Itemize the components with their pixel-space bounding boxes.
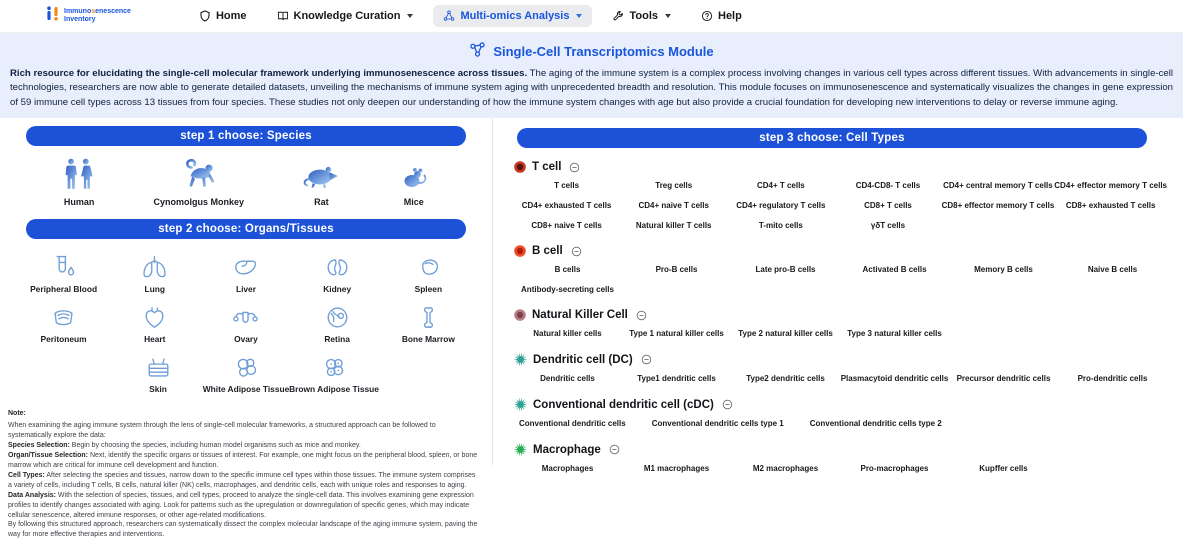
species-label: Mice — [403, 197, 424, 208]
brand-name: Immunosenescence — [64, 7, 131, 15]
blood-tube-icon — [50, 254, 77, 281]
step3-banner: step 3 choose: Cell Types — [517, 128, 1147, 148]
navbar — [0, 0, 1183, 33]
mouse-icon — [399, 162, 429, 190]
note-line: Species Selection: Begin by choosing the species, including human model organisms such as mice and monkey. — [8, 441, 361, 449]
ovary-icon — [232, 304, 259, 331]
note-line: When examining the aging immune system through the lens of single-cell molecular frameworks, a structured approach can be followed to systematically explore the data: — [8, 422, 436, 440]
organ-liver[interactable] — [202, 254, 290, 294]
chevron-down-icon — [576, 14, 582, 18]
b-cell-icon — [513, 244, 527, 258]
section-b-cell — [513, 244, 1167, 296]
organ-label: Liver — [235, 284, 256, 295]
shield-icon — [199, 10, 211, 22]
section-conventional-dendritic-cell-cdc — [513, 397, 1167, 430]
cell-type-cd8-naive-t-cells[interactable]: CD8+ naive T cells — [531, 221, 602, 231]
section-items — [513, 463, 1167, 475]
module-title — [10, 41, 1173, 61]
dendritic-cell-icon — [513, 352, 528, 367]
nav-item-help[interactable] — [691, 5, 752, 27]
cell-type-type1-dendritic-cells[interactable]: Type1 dendritic cells — [637, 374, 716, 384]
section-header — [513, 442, 1167, 457]
section-title: T cell — [532, 161, 562, 174]
cell-type-naive-b-cells[interactable]: Naive B cells — [1087, 265, 1138, 275]
spleen-icon — [415, 254, 442, 281]
cell-type-m2-macrophages[interactable]: M2 macrophages — [752, 464, 819, 474]
organ-peritoneum[interactable] — [20, 304, 108, 344]
cell-type-type2-dendritic-cells[interactable]: Type2 dendritic cells — [746, 374, 825, 384]
cell-type-natural-killer-t-cells[interactable]: Natural killer T cells — [635, 221, 712, 231]
organ-row — [0, 299, 492, 349]
cell-type-antibody-secreting-cells[interactable]: Antibody-secreting cells — [521, 285, 614, 295]
nav-item-label: Knowledge Curation — [293, 10, 401, 22]
organ-label: Spleen — [414, 284, 443, 295]
kidney-icon — [324, 254, 351, 281]
minus-circle-icon[interactable] — [641, 354, 652, 365]
retina-icon — [324, 304, 351, 331]
organ-label: Bone Marrow — [401, 334, 455, 345]
right-column — [493, 118, 1183, 474]
organs-grid — [0, 249, 492, 399]
species-row — [0, 146, 492, 209]
cell-type-type-1-natural-killer-cells[interactable]: Type 1 natural killer cells — [629, 329, 724, 339]
cell-type-memory-b-cells[interactable]: Memory B cells — [974, 265, 1033, 275]
section-items — [513, 373, 1167, 385]
note-section — [0, 399, 492, 540]
note-line: Organ/Tissue Selection: Next, identify the specific organs or tissues of interest. For example, one might focus on the peripheral blood, spleen, or bone marrow which are critical for immune cell development and function. — [8, 451, 478, 469]
organ-label: Peritoneum — [40, 334, 87, 345]
section-t-cell — [513, 160, 1167, 232]
section-header — [513, 352, 1167, 367]
left-column — [0, 118, 493, 539]
species-label: Rat — [314, 197, 329, 208]
cell-type-cd4-central-memory-t-cells[interactable]: CD4+ central memory T cells — [943, 181, 1053, 191]
organ-label: Retina — [324, 334, 350, 345]
organ-retina[interactable] — [293, 304, 381, 344]
nav-item-label: Tools — [629, 10, 658, 22]
step2-banner: step 2 choose: Organs/Tissues — [26, 219, 466, 239]
module-description-lead: Rich resource for elucidating the single-cell molecular framework underlying immunosenescence across tissues. — [10, 68, 528, 79]
human-icon — [63, 158, 95, 190]
section-title: Conventional dendritic cell (cDC) — [533, 398, 714, 411]
cell-type-cd4-t-cells[interactable]: CD4+ T cells — [756, 181, 805, 191]
white-adipose-icon — [233, 354, 260, 381]
organ-peripheral-blood[interactable] — [20, 254, 108, 294]
module-description-body: The aging of the immune system is a complex process involving changes in various cell types across different tissues. With advancements in single-cell technologies, researchers are now able to generate detailed datasets, unveiling the mechanisms of immune system aging with unprecedented breadth and resolution. This module focuses on immunosenescence and systematically visualizes the changes in gene expression of 59 immune cell types across 13 tissues from four species. These studies not only deepen our understanding of how the immune system changes with age but also provide a crucial foundation for developing new interventions to delay or reverse immune aging. — [10, 68, 1173, 108]
brand-logo[interactable] — [46, 6, 131, 26]
organ-bone-marrow[interactable] — [384, 304, 472, 344]
organ-label: White Adipose Tissue — [202, 384, 290, 395]
organ-skin[interactable] — [114, 354, 202, 394]
cell-type-type-2-natural-killer-cells[interactable]: Type 2 natural killer cells — [738, 329, 833, 339]
species-cynomolgus-monkey[interactable] — [154, 158, 245, 207]
species-human[interactable] — [63, 158, 95, 207]
monkey-icon — [181, 158, 217, 190]
note-line-label: Cell Types: — [8, 471, 45, 479]
species-label: Cynomolgus Monkey — [153, 197, 245, 208]
cell-type-t-cells[interactable]: T cells — [554, 181, 580, 191]
organ-row — [0, 249, 492, 299]
bone-marrow-icon — [415, 304, 442, 331]
brand-subname: Inventory — [64, 16, 96, 23]
cell-type-cd4-regulatory-t-cells[interactable]: CD4+ regulatory T cells — [736, 201, 826, 211]
cell-type-cd8-exhausted-t-cells[interactable]: CD8+ exhausted T cells — [1065, 201, 1156, 211]
rat-icon — [302, 162, 340, 190]
section-title: Natural Killer Cell — [532, 309, 628, 322]
section-header — [513, 397, 1167, 412]
main-content — [0, 118, 1183, 539]
module-description — [10, 67, 1173, 110]
organ-label: Brown Adipose Tissue — [289, 384, 379, 395]
nav-item-knowledge-curation[interactable] — [267, 5, 424, 27]
liver-icon — [232, 254, 259, 281]
organ-brown-adipose-tissue[interactable] — [290, 354, 378, 394]
note-line-label: Organ/Tissue Selection: — [8, 451, 89, 459]
cell-type-cd8-effector-memory-t-cells[interactable]: CD8+ effector memory T cells — [941, 201, 1055, 211]
nav-item-label: Multi-omics Analysis — [460, 10, 570, 22]
cell-type-plasmacytoid-dendritic-cells[interactable]: Plasmacytoid dendritic cells — [840, 374, 949, 384]
network-icon — [443, 10, 455, 22]
lung-icon — [141, 254, 168, 281]
nav-item-tools[interactable] — [602, 5, 681, 27]
minus-circle-icon[interactable] — [636, 310, 647, 321]
species-rat[interactable] — [302, 162, 340, 207]
cell-type-kupffer-cells[interactable]: Kupffer cells — [979, 464, 1028, 474]
chevron-down-icon — [407, 14, 413, 18]
cell-type-pro-dendritic-cells[interactable]: Pro-dendritic cells — [1077, 374, 1148, 384]
t-cell-icon — [513, 160, 527, 174]
cell-type-natural-killer-cells[interactable]: Natural killer cells — [533, 329, 602, 339]
nk-cell-icon — [513, 308, 527, 322]
skin-icon — [145, 354, 172, 381]
cell-type-cd4-naive-t-cells[interactable]: CD4+ naive T cells — [638, 201, 709, 211]
minus-circle-icon[interactable] — [722, 399, 733, 410]
macrophage-icon — [513, 442, 528, 457]
organ-heart[interactable] — [111, 304, 199, 344]
cdc-cell-icon — [513, 397, 528, 412]
organ-lung[interactable] — [111, 254, 199, 294]
cell-type-cd4-cd8-t-cells[interactable]: CD4-CD8- T cells — [855, 181, 921, 191]
nav-item-multi-omics-analysis[interactable] — [433, 5, 592, 27]
section-items — [513, 264, 1167, 296]
species-label: Human — [63, 197, 95, 208]
cell-type-treg-cells[interactable]: Treg cells — [655, 181, 693, 191]
organ-label: Heart — [144, 334, 166, 345]
module-title-text: Single-Cell Transcriptomics Module — [493, 43, 714, 59]
minus-circle-icon[interactable] — [609, 444, 620, 455]
cell-type-pro-macrophages[interactable]: Pro-macrophages — [860, 464, 929, 474]
note-lines — [8, 421, 480, 540]
main-nav — [189, 5, 752, 27]
section-macrophage — [513, 442, 1167, 475]
note-heading: Note: — [8, 410, 26, 418]
cell-type-conventional-dendritic-cells[interactable]: Conventional dendritic cells — [519, 419, 626, 429]
organ-ovary[interactable] — [202, 304, 290, 344]
brand-bars-icon — [46, 6, 59, 26]
organ-label: Skin — [149, 384, 167, 395]
book-icon — [277, 10, 289, 22]
section-dendritic-cell-dc — [513, 352, 1167, 385]
section-items — [513, 328, 1167, 340]
organ-label: Lung — [144, 284, 166, 295]
section-title: B cell — [532, 245, 563, 258]
cell-type-cd8-t-cells[interactable]: CD8+ T cells — [864, 201, 912, 211]
species-mice[interactable] — [399, 162, 429, 207]
cell-type-cd4-effector-memory-t-cells[interactable]: CD4+ effector memory T cells — [1054, 181, 1167, 191]
wrench-icon — [612, 10, 624, 22]
cell-type-cd4-exhausted-t-cells[interactable]: CD4+ exhausted T cells — [521, 201, 612, 211]
cell-type-dendritic-cells[interactable]: Dendritic cells — [540, 374, 595, 384]
help-icon — [701, 10, 713, 22]
cell-type-b-cells[interactable]: B cells — [554, 265, 581, 275]
section-title: Macrophage — [533, 443, 601, 456]
cell-type-macrophages[interactable]: Macrophages — [541, 464, 594, 474]
cell-type-sections — [513, 160, 1167, 475]
section-header — [513, 160, 1167, 174]
note-line: By following this structured approach, researchers can systematically dissect the complex molecular landscape of the aging immune system, paving the way for more effective therapies and interventions. — [8, 521, 478, 539]
nav-item-label: Help — [718, 10, 742, 22]
organ-white-adipose-tissue[interactable] — [202, 354, 290, 394]
chevron-down-icon — [665, 14, 671, 18]
step1-banner: step 1 choose: Species — [26, 126, 466, 146]
cell-type-conventional-dendritic-cells-type-2[interactable]: Conventional dendritic cells type 2 — [809, 419, 942, 429]
minus-circle-icon[interactable] — [569, 162, 580, 173]
cell-type-activated-b-cells[interactable]: Activated B cells — [862, 265, 927, 275]
module-banner — [0, 33, 1183, 118]
peritoneum-icon — [50, 304, 77, 331]
note-line: Cell Types: After selecting the species and tissues, narrow down to the specific immune cell types within those tissues. The immune system comprises a variety of cells, including T cells, B cells, natural killer (NK) cells, macrophages, and dendritic cells, each with unique roles and responses to aging. — [8, 471, 476, 489]
cell-type-m1-macrophages[interactable]: M1 macrophages — [643, 464, 710, 474]
nav-item-label: Home — [215, 10, 247, 22]
organ-spleen[interactable] — [384, 254, 472, 294]
organ-kidney[interactable] — [293, 254, 381, 294]
cell-type-late-pro-b-cells[interactable]: Late pro-B cells — [755, 265, 816, 275]
section-items — [513, 418, 1167, 430]
cell-type-t-cells[interactable]: γδT cells — [870, 221, 906, 231]
molecule-icon — [469, 41, 486, 61]
cell-type-type-3-natural-killer-cells[interactable]: Type 3 natural killer cells — [847, 329, 942, 339]
organ-row — [0, 349, 492, 399]
note-line-label: Species Selection: — [8, 441, 70, 449]
note-line: Data Analysis: With the selection of species, tissues, and cell types, proceed to analyze the single-cell data. This involves examining gene expression profiles to identify changes associated with aging. Look for patterns such as the upregulation or downregulation of specific genes, which may indicate cellular senescence, altered immune responses, or other age-related modifications. — [8, 491, 474, 519]
section-items — [513, 180, 1167, 232]
section-header — [513, 244, 1167, 258]
minus-circle-icon[interactable] — [571, 246, 582, 257]
section-title: Dendritic cell (DC) — [533, 353, 633, 366]
cell-type-t-mito-cells[interactable]: T-mito cells — [758, 221, 803, 231]
heart-icon — [141, 304, 168, 331]
cell-type-pro-b-cells[interactable]: Pro-B cells — [655, 265, 698, 275]
brown-adipose-icon — [321, 354, 348, 381]
note-line-label: Data Analysis: — [8, 491, 56, 499]
section-header — [513, 308, 1167, 322]
cell-type-precursor-dendritic-cells[interactable]: Precursor dendritic cells — [956, 374, 1051, 384]
nav-item-home[interactable] — [189, 5, 257, 27]
organ-label: Peripheral Blood — [30, 284, 98, 295]
cell-type-conventional-dendritic-cells-type-1[interactable]: Conventional dendritic cells type 1 — [651, 419, 784, 429]
organ-label: Kidney — [323, 284, 352, 295]
organ-label: Ovary — [234, 334, 258, 345]
section-natural-killer-cell — [513, 308, 1167, 340]
